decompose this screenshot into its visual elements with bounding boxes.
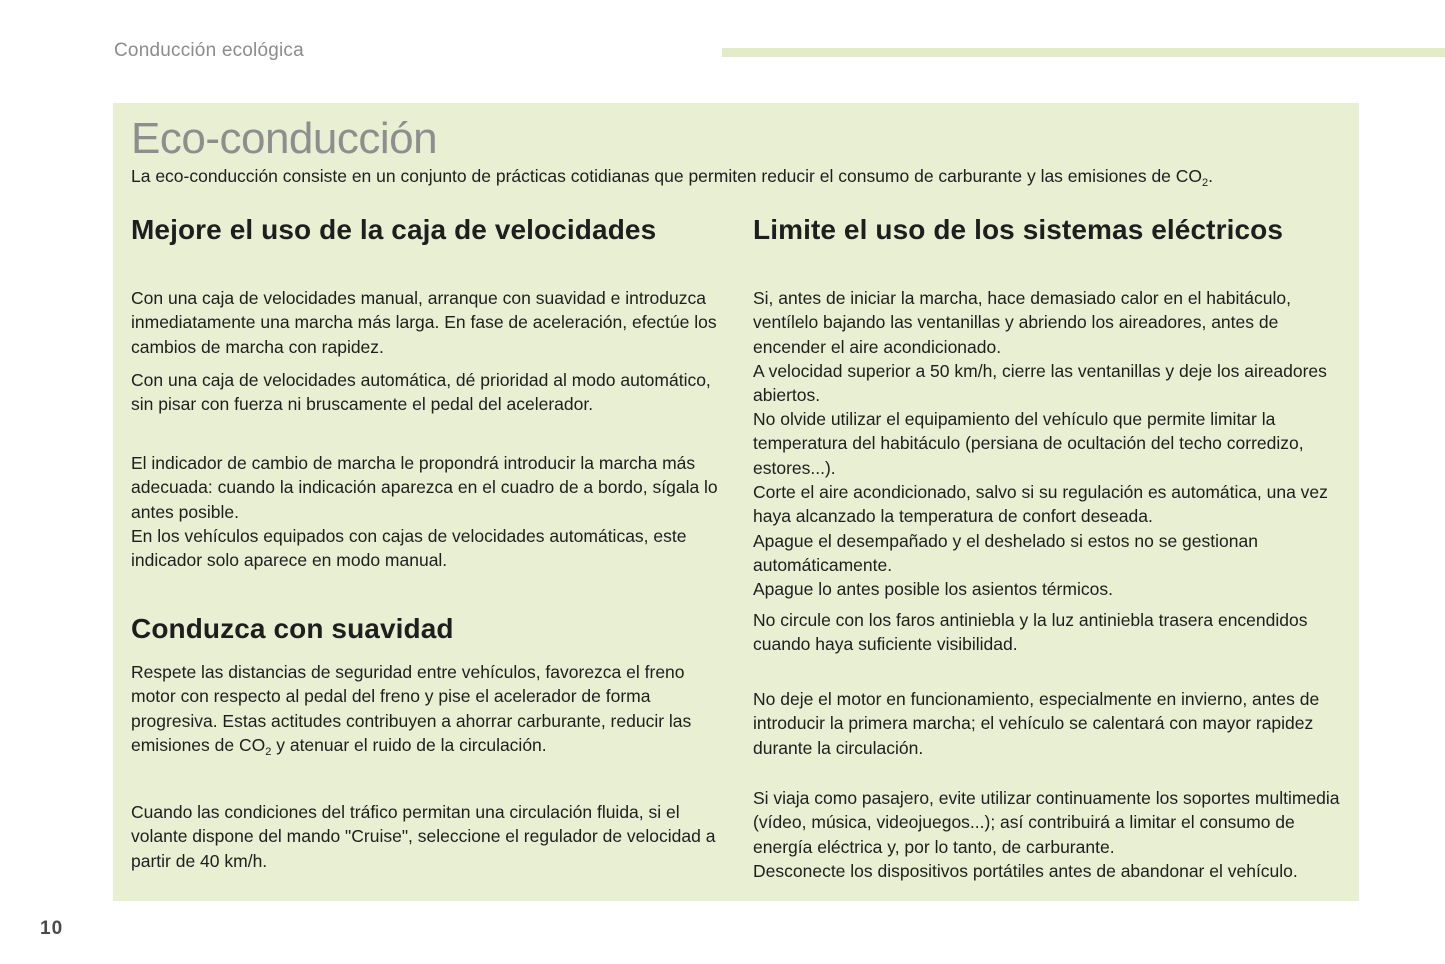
paragraph-equipment: No olvide utilizar el equipamiento del vehículo que permite limitar la temperatura del habitáculo (persiana de ocultación del techo corredizo, estores...).	[753, 409, 1304, 478]
paragraph-engine-idle: No deje el motor en funcionamiento, especialmente en invierno, antes de introducir la primera marcha; el vehículo se calentará con mayor rapidez durante la circulación.	[753, 689, 1320, 758]
section-title: Conducción ecológica	[114, 40, 304, 61]
paragraph-ventilation: Si, antes de iniciar la marcha, hace demasiado calor en el habitáculo, ventílelo bajando las ventanillas y abriendo los aireadores, antes de encender el aire acondicionado.	[753, 288, 1291, 357]
paragraph-air-conditioning: Corte el aire acondicionado, salvo si su regulación es automática, una vez haya alcanzado la temperatura de confort deseada.	[753, 482, 1328, 527]
paragraph-heated-seats: Apague lo antes posible los asientos térmicos.	[753, 579, 1113, 599]
heading-gearbox: Mejore el uso de la caja de velocidades	[131, 214, 657, 245]
paragraph-defogging: Apague el desempañado y el deshelado si estos no se gestionan automáticamente.	[753, 531, 1258, 576]
page-title: Eco-conducción	[131, 114, 438, 163]
paragraph-gear-indicator: El indicador de cambio de marcha le propondrá introducir la marcha más adecuada: cuando la indicación aparezca en el cuadro de a bordo, sígala lo antes posible.	[131, 453, 718, 522]
paragraph-portable-devices: Desconecte los dispositivos portátiles antes de abandonar el vehículo.	[753, 861, 1298, 881]
paragraph-automatic-gearbox: Con una caja de velocidades automática, dé prioridad al modo automático, sin pisar con fuerza ni bruscamente el pedal del acelerador.	[131, 370, 711, 415]
intro-text: La eco-conducción consiste en un conjunto de prácticas cotidianas que permiten reducir el consumo de carburante y las emisiones de CO	[131, 166, 1203, 186]
co2-subscript: 2	[265, 745, 272, 758]
intro-paragraph	[131, 165, 1341, 187]
paragraph-multimedia: Si viaja como pasajero, evite utilizar continuamente los soportes multimedia (vídeo, música, videojuegos...); así contribuirá a limitar el consumo de energía eléctrica y, por lo tanto, de carburante.	[753, 788, 1340, 857]
paragraph-indicator-note: En los vehículos equipados con cajas de velocidades automáticas, este indicador solo aparece en modo manual.	[131, 526, 687, 571]
header-accent-bar	[722, 48, 1445, 57]
intro-end: .	[1208, 166, 1214, 186]
heading-smooth-driving: Conduzca con suavidad	[131, 613, 454, 644]
intro-subscript: 2	[1202, 177, 1209, 189]
heading-electrical-systems: Limite el uso de los sistemas eléctricos	[753, 214, 1283, 245]
paragraph-safety-end: y atenuar el ruido de la circulación.	[271, 734, 547, 755]
paragraph-fog-lights: No circule con los faros antiniebla y la luz antiniebla trasera encendidos cuando haya suficiente visibilidad.	[753, 610, 1308, 655]
paragraph-manual-gearbox: Con una caja de velocidades manual, arranque con suavidad e introduzca inmediatamente una marcha más larga. En fase de aceleración, efectúe los cambios de marcha con rapidez.	[131, 288, 717, 357]
paragraph-safety-text: Respete las distancias de seguridad entre vehículos, favorezca el freno motor con respecto al pedal del freno y pise el acelerador de forma progresiva. Estas actitudes contribuyen a ahorrar carburante, reducir las emisiones de CO	[131, 662, 692, 755]
paragraph-windows: A velocidad superior a 50 km/h, cierre las ventanillas y deje los aireadores abiertos.	[753, 361, 1327, 406]
page-number: 10	[40, 918, 64, 939]
paragraph-cruise-control: Cuando las condiciones del tráfico permitan una circulación fluida, si el volante dispone del mando "Cruise", seleccione el regulador de velocidad a partir de 40 km/h.	[131, 802, 716, 871]
paragraph-safety-distances	[131, 660, 726, 757]
